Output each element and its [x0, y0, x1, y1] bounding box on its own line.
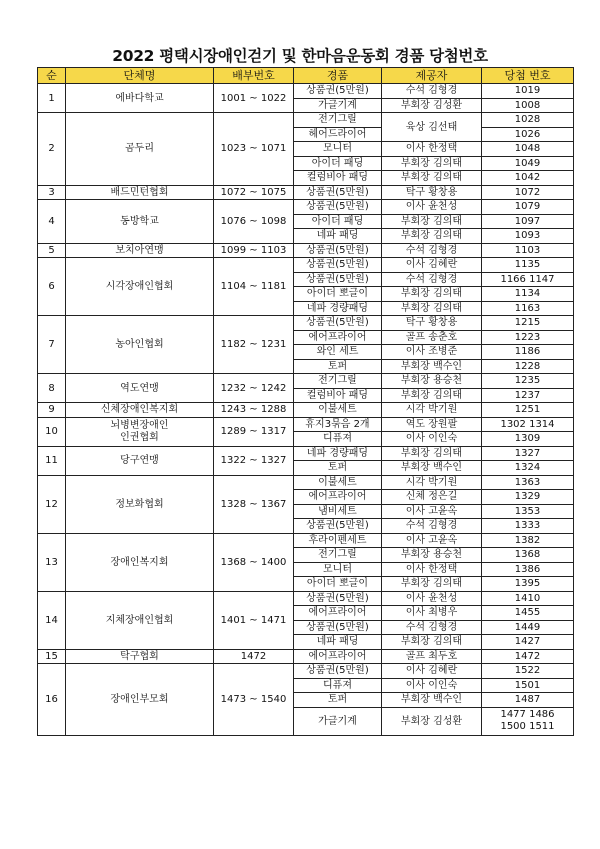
table-row: [38, 185, 574, 200]
prize-name: 전기그릴: [294, 548, 382, 563]
header-cell-winning-number: 당첨 번호: [482, 68, 574, 84]
group-number: 15: [38, 649, 66, 664]
provider-name: 골프 송춘호: [382, 330, 482, 345]
table-row: [38, 84, 574, 99]
table-row: [38, 664, 574, 679]
group-number: 16: [38, 664, 66, 736]
distribution-range: 1368 ~ 1400: [214, 533, 294, 591]
winning-number: 1166 1147: [482, 272, 574, 287]
distribution-range: 1001 ~ 1022: [214, 84, 294, 113]
winning-number: 1163: [482, 301, 574, 316]
organization-name: 장애인부모회: [66, 664, 214, 736]
group-number: 10: [38, 417, 66, 446]
table-row: [38, 200, 574, 215]
winning-number: 1134: [482, 287, 574, 302]
table-row: [38, 446, 574, 461]
provider-name: 이사 조병준: [382, 345, 482, 360]
provider-name: 수석 김형경: [382, 519, 482, 534]
header-cell-range: 배부번호: [214, 68, 294, 84]
prize-name: 이불세트: [294, 403, 382, 418]
provider-name: 골프 최두호: [382, 649, 482, 664]
winning-number: 1353: [482, 504, 574, 519]
winning-number: 1302 1314: [482, 417, 574, 432]
organization-name: 시각장애인협회: [66, 258, 214, 316]
winning-number: 1237: [482, 388, 574, 403]
prize-name: 전기그릴: [294, 113, 382, 128]
prize-name: 가글기계: [294, 98, 382, 113]
prize-name: 상품권(5만원): [294, 243, 382, 258]
provider-name: 부회장 김의태: [382, 156, 482, 171]
provider-name: 이사 한정택: [382, 142, 482, 157]
prize-name: 상품권(5만원): [294, 620, 382, 635]
organization-name: 지체장애인협회: [66, 591, 214, 649]
provider-name: 시각 박기원: [382, 403, 482, 418]
table-row: [38, 649, 574, 664]
winning-number: 1028: [482, 113, 574, 128]
provider-name: 부회장 김의태: [382, 171, 482, 186]
table-row: [38, 417, 574, 432]
prize-name: 아이더 뽀글이: [294, 577, 382, 592]
organization-name: 역도연맹: [66, 374, 214, 403]
provider-name: 부회장 용승천: [382, 374, 482, 389]
prize-name: 아이더 패딩: [294, 156, 382, 171]
winning-number: 1135: [482, 258, 574, 273]
prize-name: 네파 경량패딩: [294, 301, 382, 316]
winning-number: 1501: [482, 678, 574, 693]
distribution-range: 1243 ~ 1288: [214, 403, 294, 418]
header-row: [38, 68, 574, 84]
organization-name: 동방학교: [66, 200, 214, 244]
prize-name: 디퓨져: [294, 678, 382, 693]
provider-name: 탁구 황창용: [382, 316, 482, 331]
prize-name: 컬럼비아 패딩: [294, 388, 382, 403]
distribution-range: 1401 ~ 1471: [214, 591, 294, 649]
provider-name: 부회장 김의태: [382, 214, 482, 229]
organization-name: 농아인협회: [66, 316, 214, 374]
prize-table: [37, 67, 574, 736]
winning-number: 1103: [482, 243, 574, 258]
winning-number: 1449: [482, 620, 574, 635]
organization-name: 탁구협회: [66, 649, 214, 664]
header-cell-org: 단체명: [66, 68, 214, 84]
group-number: 2: [38, 113, 66, 186]
winning-number: 1093: [482, 229, 574, 244]
winning-number: 1026: [482, 127, 574, 142]
prize-name: 모니터: [294, 562, 382, 577]
provider-name: 수석 김형경: [382, 272, 482, 287]
table-row: [38, 316, 574, 331]
prize-name: 상품권(5만원): [294, 519, 382, 534]
provider-name: 수석 김형경: [382, 243, 482, 258]
prize-name: 냄비세트: [294, 504, 382, 519]
provider-name: 시각 박기원: [382, 475, 482, 490]
prize-name: 상품권(5만원): [294, 316, 382, 331]
provider-name: 부회장 김의태: [382, 577, 482, 592]
winning-number: 1048: [482, 142, 574, 157]
winning-number: 1386: [482, 562, 574, 577]
winning-number: 1309: [482, 432, 574, 447]
winning-number: 1251: [482, 403, 574, 418]
winning-number: 1049: [482, 156, 574, 171]
winning-number: 1079: [482, 200, 574, 215]
prize-name: 토퍼: [294, 461, 382, 476]
provider-name: 부회장 김의태: [382, 229, 482, 244]
winning-number: 1410: [482, 591, 574, 606]
provider-name: 역도 장원팔: [382, 417, 482, 432]
provider-name: 이사 최병우: [382, 606, 482, 621]
winning-number: 1382: [482, 533, 574, 548]
provider-name: 부회장 용승천: [382, 548, 482, 563]
prize-name: 네파 경량패딩: [294, 446, 382, 461]
prize-name: 에어프라이어: [294, 330, 382, 345]
prize-name: 에어프라이어: [294, 606, 382, 621]
prize-name: 디퓨져: [294, 432, 382, 447]
provider-name: 이사 한정택: [382, 562, 482, 577]
table-row: [38, 258, 574, 273]
prize-name: 상품권(5만원): [294, 185, 382, 200]
provider-name: 이사 고윤옥: [382, 504, 482, 519]
winning-number: 1395: [482, 577, 574, 592]
organization-name: 장애인복지회: [66, 533, 214, 591]
prize-name: 아이더 패딩: [294, 214, 382, 229]
header-cell-prize: 경품: [294, 68, 382, 84]
distribution-range: 1104 ~ 1181: [214, 258, 294, 316]
distribution-range: 1023 ~ 1071: [214, 113, 294, 186]
prize-name: 컬럼비아 패딩: [294, 171, 382, 186]
group-number: 1: [38, 84, 66, 113]
provider-name: 이사 윤천성: [382, 591, 482, 606]
winning-number: 1008: [482, 98, 574, 113]
provider-name: 부회장 백수인: [382, 461, 482, 476]
provider-name: 이사 김혜란: [382, 258, 482, 273]
organization-name: 보치아연맹: [66, 243, 214, 258]
organization-name: 당구연맹: [66, 446, 214, 475]
winning-number: 1019: [482, 84, 574, 99]
prize-name: 휴지3묶음 2개: [294, 417, 382, 432]
winning-number: 1223: [482, 330, 574, 345]
provider-name: 수석 김형경: [382, 84, 482, 99]
prize-name: 네파 패딩: [294, 635, 382, 650]
table-body: [38, 84, 574, 736]
header-cell-provider: 제공자: [382, 68, 482, 84]
winning-number: 1327: [482, 446, 574, 461]
provider-name: 부회장 김의태: [382, 287, 482, 302]
table-row: [38, 475, 574, 490]
provider-name: 신체 정은길: [382, 490, 482, 505]
organization-name: 뇌병변장애인 인권협회: [66, 417, 214, 446]
winning-number: 1215: [482, 316, 574, 331]
header-cell-no: 순: [38, 68, 66, 84]
winning-number: 1477 1486 1500 1511: [482, 707, 574, 735]
prize-name: 상품권(5만원): [294, 272, 382, 287]
provider-name: 이사 김혜란: [382, 664, 482, 679]
organization-name: 에바다학교: [66, 84, 214, 113]
winning-number: 1522: [482, 664, 574, 679]
provider-name: 수석 김형경: [382, 620, 482, 635]
table-row: [38, 533, 574, 548]
group-number: 12: [38, 475, 66, 533]
prize-name: 후라이펜세트: [294, 533, 382, 548]
table-row: [38, 591, 574, 606]
prize-name: 토퍼: [294, 693, 382, 708]
winning-number: 1368: [482, 548, 574, 563]
distribution-range: 1328 ~ 1367: [214, 475, 294, 533]
prize-name: 이불세트: [294, 475, 382, 490]
prize-name: 와인 세트: [294, 345, 382, 360]
distribution-range: 1099 ~ 1103: [214, 243, 294, 258]
group-number: 8: [38, 374, 66, 403]
winning-number: 1329: [482, 490, 574, 505]
winning-number: 1427: [482, 635, 574, 650]
organization-name: 배드민턴협회: [66, 185, 214, 200]
group-number: 9: [38, 403, 66, 418]
prize-name: 에어프라이어: [294, 490, 382, 505]
provider-name: 이사 고윤옥: [382, 533, 482, 548]
table-row: [38, 243, 574, 258]
group-number: 3: [38, 185, 66, 200]
winning-number: 1333: [482, 519, 574, 534]
distribution-range: 1076 ~ 1098: [214, 200, 294, 244]
winning-number: 1097: [482, 214, 574, 229]
winning-number: 1487: [482, 693, 574, 708]
winning-number: 1235: [482, 374, 574, 389]
organization-name: 신체장애인복지회: [66, 403, 214, 418]
provider-name: 이사 윤천성: [382, 200, 482, 215]
prize-name: 상품권(5만원): [294, 591, 382, 606]
winning-number: 1228: [482, 359, 574, 374]
provider-name: 부회장 백수인: [382, 693, 482, 708]
provider-name: 탁구 황창용: [382, 185, 482, 200]
provider-name: 부회장 김성환: [382, 98, 482, 113]
provider-name: 부회장 김의태: [382, 388, 482, 403]
group-number: 4: [38, 200, 66, 244]
prize-name: 상품권(5만원): [294, 200, 382, 215]
document-title: 2022 평택시장애인걷기 및 한마음운동회 경품 당첨번호: [112, 47, 488, 65]
provider-name: 부회장 백수인: [382, 359, 482, 374]
distribution-range: 1473 ~ 1540: [214, 664, 294, 736]
provider-name: 이사 이인숙: [382, 432, 482, 447]
prize-name: 아이더 뽀글이: [294, 287, 382, 302]
provider-name: 부회장 김의태: [382, 446, 482, 461]
group-number: 13: [38, 533, 66, 591]
group-number: 5: [38, 243, 66, 258]
prize-name: 토퍼: [294, 359, 382, 374]
provider-name: 부회장 김의태: [382, 635, 482, 650]
provider-name: 부회장 김성환: [382, 707, 482, 735]
winning-number: 1363: [482, 475, 574, 490]
prize-name: 헤어드라이어: [294, 127, 382, 142]
prize-name: 가글기계: [294, 707, 382, 735]
prize-name: 모니터: [294, 142, 382, 157]
winning-number: 1455: [482, 606, 574, 621]
winning-number: 1472: [482, 649, 574, 664]
group-number: 7: [38, 316, 66, 374]
provider-name: 부회장 김의태: [382, 301, 482, 316]
distribution-range: 1232 ~ 1242: [214, 374, 294, 403]
prize-name: 상품권(5만원): [294, 84, 382, 99]
provider-name: 이사 이인숙: [382, 678, 482, 693]
group-number: 14: [38, 591, 66, 649]
distribution-range: 1289 ~ 1317: [214, 417, 294, 446]
group-number: 6: [38, 258, 66, 316]
prize-name: 상품권(5만원): [294, 258, 382, 273]
prize-name: 네파 패딩: [294, 229, 382, 244]
prize-name: 전기그릴: [294, 374, 382, 389]
distribution-range: 1072 ~ 1075: [214, 185, 294, 200]
winning-number: 1186: [482, 345, 574, 360]
winning-number: 1072: [482, 185, 574, 200]
distribution-range: 1182 ~ 1231: [214, 316, 294, 374]
table-row: [38, 113, 574, 128]
provider-name: 육상 김선태: [382, 113, 482, 142]
organization-name: 곰두리: [66, 113, 214, 186]
distribution-range: 1472: [214, 649, 294, 664]
table-row: [38, 403, 574, 418]
organization-name: 정보화협회: [66, 475, 214, 533]
winning-number: 1042: [482, 171, 574, 186]
prize-name: 상품권(5만원): [294, 664, 382, 679]
prize-name: 에어프라이어: [294, 649, 382, 664]
winning-number: 1324: [482, 461, 574, 476]
group-number: 11: [38, 446, 66, 475]
distribution-range: 1322 ~ 1327: [214, 446, 294, 475]
table-row: [38, 374, 574, 389]
